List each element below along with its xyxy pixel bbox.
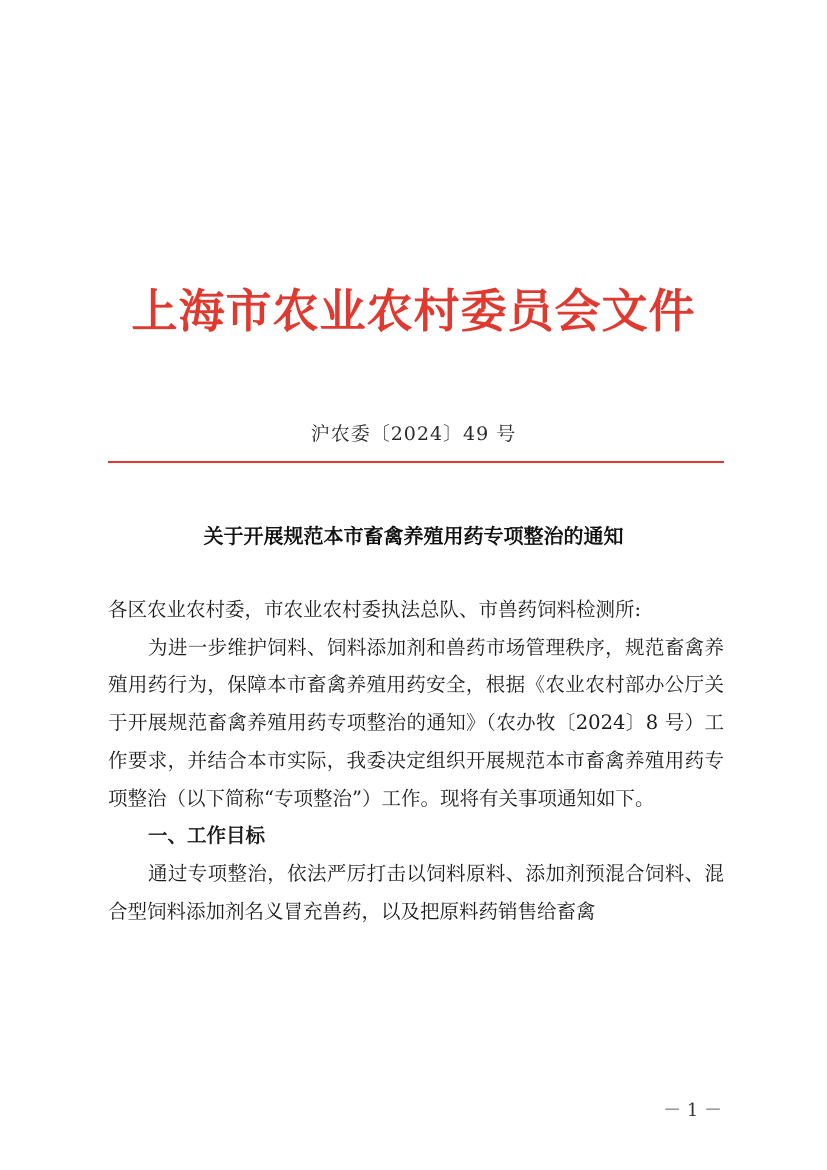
document-title: 关于开展规范本市畜禽养殖用药专项整治的通知 (203, 524, 624, 548)
page-number: － 1 － (663, 1100, 722, 1121)
section-heading: 一、工作目标 (148, 824, 266, 848)
red-divider-line (108, 461, 724, 463)
document-body (108, 591, 724, 930)
section-paragraph: 通过专项整治，依法严厉打击以饲料原料、添加剂预混合饲料、混合型饲料添加剂名义冒充兽药，以及把原料药销售给畜禽 (108, 861, 724, 923)
issuer-masthead: 上海市农业农村委员会文件 (131, 284, 696, 338)
addressees-line: 各区农业农村委，市农业农村委执法总队、市兽药饲料检测所: (108, 598, 642, 621)
document-number: 沪农委〔2024〕49 号 (310, 423, 517, 445)
page-number-footer (0, 1096, 827, 1122)
intro-paragraph: 为进一步维护饲料、饲料添加剂和兽药市场管理秩序，规范畜禽养殖用药行为，保障本市畜禽养殖用药安全，根据《农业农村部办公厅关于开展规范畜禽养殖用药专项整治的通知》（农办牧〔2024〕8 号）工作要求，并结合本市实际，我委决定组织开展规范本市畜禽养殖用药专项整治（以下简称“专项整治”）工作。现将有关事项通知如下。 (108, 635, 724, 810)
